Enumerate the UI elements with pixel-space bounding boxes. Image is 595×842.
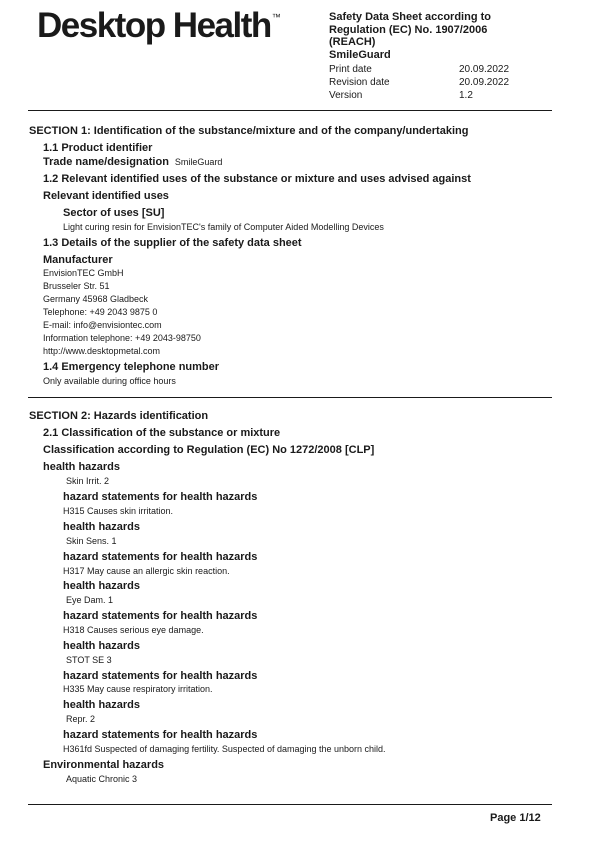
hazard-class: STOT SE 3 [66,655,112,665]
emergency-value: Only available during office hours [43,376,176,386]
manufacturer-line: Information telephone: +49 2043-98750 [43,333,201,343]
product-name: SmileGuard [329,49,391,61]
manufacturer-line: Brusseler Str. 51 [43,281,110,291]
health-hazards-label: health hazards [63,521,141,533]
hazard-statements-label: hazard statements for health hazards [63,551,258,563]
sector-value: Light curing resin for EnvisionTEC's family of Computer Aided Modelling Devices [63,222,384,232]
hazard-class: Skin Sens. 1 [66,536,117,546]
hazard-statement: H361fd Suspected of damaging fertility. Suspected of damaging the unborn child. [63,744,386,754]
sds-title: Safety Data Sheet according to Regulation (EC) No. 1907/2006 (REACH) [329,11,491,48]
meta-revision-date [329,77,529,89]
header-divider [28,110,552,111]
hazard-statements-label: hazard statements for health hazards [63,610,258,622]
meta-label: Print date [329,64,372,75]
environmental-hazards-label: Environmental hazards [43,759,165,771]
s1-2-title: 1.2 Relevant identified uses of the substance or mixture and uses advised against [43,173,471,185]
meta-print-date [329,64,529,76]
trademark-mark: ™ [271,12,281,22]
trade-name-value: SmileGuard [174,157,223,167]
manufacturer-label: Manufacturer [43,254,113,266]
trade-name-label: Trade name/designation [43,156,169,168]
meta-label: Revision date [329,77,390,88]
s1-1-title: 1.1 Product identifier [43,142,153,154]
hazard-statement: H335 May cause respiratory irritation. [63,684,213,694]
manufacturer-line: http://www.desktopmetal.com [43,346,161,356]
hazard-statement: H315 Causes skin irritation. [63,506,174,516]
manufacturer-line: E-mail: info@envisiontec.com [43,320,162,330]
company-logo [37,6,281,46]
hazard-statement: H318 Causes serious eye damage. [63,625,204,635]
manufacturer-line: Telephone: +49 2043 9875 0 [43,307,158,317]
hazard-statements-label: hazard statements for health hazards [63,729,258,741]
meta-value: 20.09.2022 [459,77,510,88]
hazard-statements-label: hazard statements for health hazards [63,670,258,682]
trade-name-row [43,156,222,168]
clp-title: Classification according to Regulation (EC) No 1272/2008 [CLP] [43,444,375,456]
meta-value: 20.09.2022 [459,64,510,75]
hazard-statement: H317 May cause an allergic skin reaction. [63,566,230,576]
relevant-uses-label: Relevant identified uses [43,190,169,202]
health-hazards-label: health hazards [43,461,121,473]
s1-3-title: 1.3 Details of the supplier of the safety data sheet [43,237,302,249]
manufacturer-line: Germany 45968 Gladbeck [43,294,149,304]
s2-1-title: 2.1 Classification of the substance or mixture [43,427,281,439]
page-number: Page 1/12 [490,812,541,824]
section-1-title: SECTION 1: Identification of the substance/mixture and of the company/undertaking [29,125,469,137]
hazard-class: Aquatic Chronic 3 [66,774,138,784]
health-hazards-label: health hazards [63,699,141,711]
section-divider [28,397,552,398]
sector-label: Sector of uses [SU] [63,207,165,219]
hazard-class: Skin Irrit. 2 [66,476,110,486]
health-hazards-label: health hazards [63,640,141,652]
hazard-class: Repr. 2 [66,714,96,724]
meta-version [329,90,529,102]
health-hazards-label: health hazards [63,580,141,592]
section-2-title: SECTION 2: Hazards identification [29,410,209,422]
meta-label: Version [329,90,363,101]
meta-value: 1.2 [459,90,473,101]
s1-4-title: 1.4 Emergency telephone number [43,361,220,373]
logo-text: Desktop Health [37,6,271,45]
footer-divider [28,804,552,805]
manufacturer-line: EnvisionTEC GmbH [43,268,124,278]
hazard-statements-label: hazard statements for health hazards [63,491,258,503]
hazard-class: Eye Dam. 1 [66,595,114,605]
